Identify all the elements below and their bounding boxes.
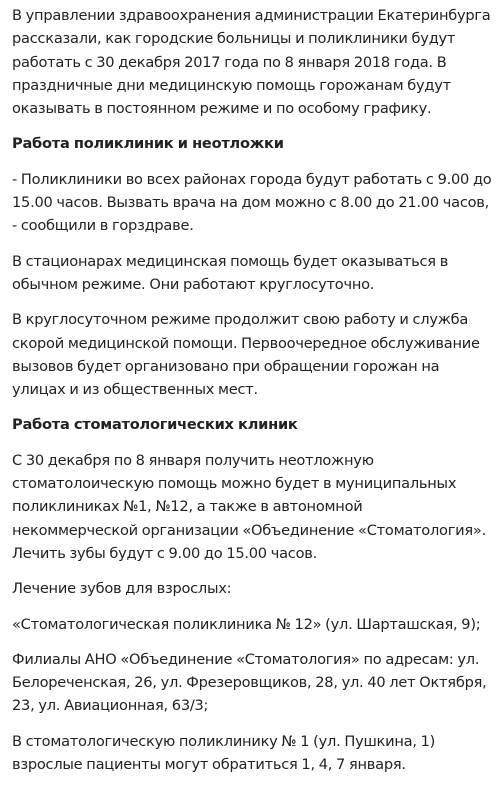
text-line: В круглосуточном режиме продолжит свою работу и служба — [12, 311, 469, 329]
text-line: улицах и из общественных мест. — [12, 381, 258, 399]
text-line: Лечить зубы будут с 9.00 до 15.00 часов. — [12, 544, 317, 562]
text-line: 15.00 часов. Вызвать врача на дом можно с 8.00 до 21.00 часов, — [12, 194, 490, 212]
clinic-12-paragraph — [12, 613, 492, 636]
text-line: вызовов будет организовано при обращении горожан на — [12, 357, 440, 375]
ambulance-paragraph — [12, 308, 492, 401]
text-line: - сообщили в горздраве. — [12, 217, 194, 235]
text-line: взрослые пациенты могут обратиться 1, 4, 7 января. — [12, 756, 406, 774]
section-heading-dental — [12, 413, 492, 436]
text-line: работать с 30 декабря 2017 года по 8 января 2018 года. В — [12, 53, 447, 71]
text-line: обычном режиме. Они работают круглосуточно. — [12, 275, 375, 293]
text-line: В стоматологическую поликлинику № 1 (ул. Пушкина, 1) — [12, 732, 436, 750]
clinic-1-paragraph — [12, 730, 492, 777]
text-line: 23, ул. Авиационная, 63/3; — [12, 697, 209, 715]
section-heading-clinics — [12, 132, 492, 155]
adult-dental-intro — [12, 577, 492, 600]
heading-text: Работа поликлиник и неотложки — [12, 135, 284, 153]
text-line: В управлении здравоохранения администрации Екатеринбурга — [12, 7, 491, 24]
intro-paragraph — [12, 4, 492, 120]
text-line: некоммерческой организации «Объединение «Стоматология». — [12, 521, 486, 539]
dental-hours-paragraph — [12, 449, 492, 565]
text-line: оказывать в постоянном режиме и по особому графику. — [12, 100, 432, 118]
clinic-hours-paragraph — [12, 168, 492, 238]
text-line: Белореченская, 26, ул. Фрезеровщиков, 28, ул. 40 лет Октября, — [12, 674, 487, 692]
text-line: скорой медицинской помощи. Первоочередное обслуживание — [12, 334, 480, 352]
text-line: - Поликлиники во всех районах города будут работать с 9.00 до — [12, 170, 492, 188]
text-line: «Стоматологическая поликлиника № 12» (ул. Шарташская, 9); — [12, 615, 481, 633]
article-body — [12, 4, 492, 788]
hospitals-paragraph — [12, 250, 492, 297]
heading-text: Работа стоматологических клиник — [12, 416, 298, 434]
text-line: поликлиниках №1, №12, а также в автономной — [12, 498, 363, 516]
ano-branches-paragraph — [12, 648, 492, 718]
text-line: рассказали, как городские больницы и поликлиники будут — [12, 30, 456, 48]
text-line: Филиалы АНО «Объединение «Стоматология» по адресам: ул. — [12, 650, 480, 668]
text-line: стоматолоическую помощь можно будет в муниципальных — [12, 475, 457, 493]
text-line: С 30 декабря по 8 января получить неотложную — [12, 451, 374, 469]
text-line: праздничные дни медицинскую помощь горожанам будут — [12, 76, 451, 94]
text-line: В стационарах медицинская помощь будет оказываться в — [12, 252, 449, 270]
text-line: Лечение зубов для взрослых: — [12, 580, 232, 598]
